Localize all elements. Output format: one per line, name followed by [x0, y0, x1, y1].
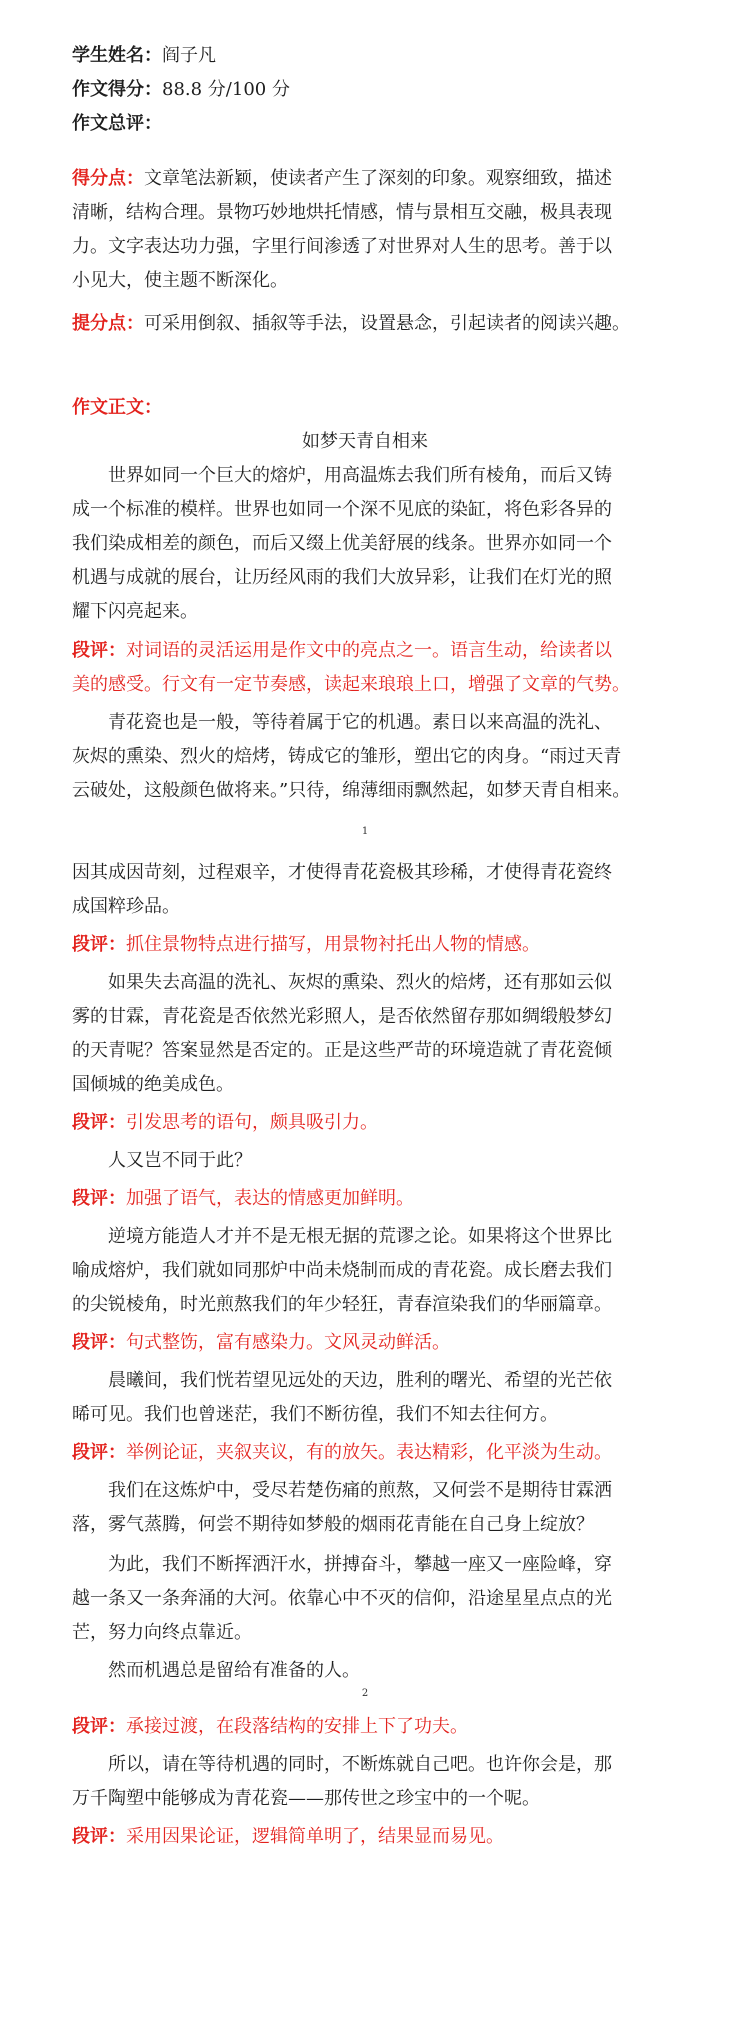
comment-label: 段评：	[72, 1442, 126, 1463]
comment-label: 段评：	[72, 1826, 126, 1847]
essay-p3-line-4: 国倾城的绝美成色。	[72, 1074, 234, 1095]
name-value: 阎子凡	[162, 45, 216, 66]
comment-label: 段评：	[72, 640, 126, 661]
essay-p1-line-3: 我们染成相差的颜色，而后又缀上优美舒展的线条。世界亦如同一个	[72, 533, 612, 554]
essay-p3-line-1: 如果失去高温的洗礼、灰烬的熏染、烈火的焙烤，还有那如云似	[108, 972, 612, 993]
essay-p4: 人又岂不同于此？	[108, 1150, 252, 1171]
comment-8: 段评：采用因果论证，逻辑简单明了，结果显而易见。	[72, 1826, 504, 1847]
comment-label: 段评：	[72, 1332, 126, 1353]
comment-1-line-2: 美的感受。行文有一定节奏感，读起来琅琅上口，增强了文章的气势。	[72, 674, 630, 695]
essay-p9: 然而机遇总是留给有准备的人。	[108, 1660, 360, 1681]
essay-p1-line-1: 世界如同一个巨大的熔炉，用高温炼去我们所有棱角，而后又铸	[108, 465, 612, 486]
score-label: 作文得分：	[72, 79, 162, 100]
defen-text-2: 清晰，结构合理。景物巧妙地烘托情感，情与景相互交融，极具表现	[72, 202, 612, 223]
essay-p8-line-3: 芒，努力向终点靠近。	[72, 1622, 252, 1643]
essay-p2-line-1: 青花瓷也是一般，等待着属于它的机遇。素日以来高温的洗礼、	[108, 712, 612, 733]
comment-label: 段评：	[72, 1716, 126, 1737]
essay-p10-line-1: 所以，请在等待机遇的同时，不断炼就自己吧。也许你会是，那	[108, 1754, 612, 1775]
student-name-line	[72, 43, 216, 69]
comment-1-line-1: 段评：对词语的灵活运用是作文中的亮点之一。语言生动，给读者以	[72, 640, 612, 661]
essay-p7-line-1: 我们在这炼炉中，受尽若楚伤痛的煎熬，又何尝不是期待甘霖洒	[108, 1480, 612, 1501]
score-line	[72, 77, 290, 103]
defen-text-4: 小见大，使主题不断深化。	[72, 270, 288, 291]
comment-label: 段评：	[72, 1188, 126, 1209]
comment-label: 段评：	[72, 1112, 126, 1133]
score-value: 88.8 分/100 分	[162, 79, 290, 100]
essay-p7-line-2: 落，雾气蒸腾，何尝不期待如梦般的烟雨花青能在自己身上绽放？	[72, 1514, 594, 1535]
essay-p1-line-5: 耀下闪亮起来。	[72, 601, 198, 622]
page-number-1: 1	[361, 826, 369, 837]
comment-6: 段评：举例论证，夹叙夹议，有的放矢。表达精彩，化平淡为生动。	[72, 1442, 612, 1463]
defen-text-3: 力。文字表达功力强，字里行间渗透了对世界对人生的思考。善于以	[72, 236, 612, 257]
defen-text-1: 文章笔法新颖，使读者产生了深刻的印象。观察细致，描述	[144, 168, 612, 189]
essay-p2b-line-2: 成国粹珍品。	[72, 896, 180, 917]
essay-p8-line-2: 越一条又一条奔涌的大河。依靠心中不灭的信仰，沿途星星点点的光	[72, 1588, 612, 1609]
essay-p2-line-3: 云破处，这般颜色做将来。”只待，绵薄细雨飘然起，如梦天青自相来。	[72, 780, 631, 801]
comment-4: 段评：加强了语气，表达的情感更加鲜明。	[72, 1188, 414, 1209]
name-label: 学生姓名：	[72, 45, 162, 66]
tifen-text: 可采用倒叙、插叙等手法，设置悬念，引起读者的阅读兴趣。	[144, 313, 630, 334]
essay-p6-line-1: 晨曦间，我们恍若望见远处的天边，胜利的曙光、希望的光芒依	[108, 1370, 612, 1391]
comment-label: 段评：	[72, 934, 126, 955]
essay-p1-line-4: 机遇与成就的展台，让历经风雨的我们大放异彩，让我们在灯光的照	[72, 567, 612, 588]
defen-label: 得分点：	[72, 168, 144, 189]
essay-p3-line-2: 雾的甘霖，青花瓷是否依然光彩照人，是否依然留存那如绸缎般梦幻	[72, 1006, 612, 1027]
defen-line-1	[72, 166, 612, 192]
essay-p5-line-3: 的尖锐棱角，时光煎熬我们的年少轻狂，青春渲染我们的华丽篇章。	[72, 1294, 612, 1315]
essay-p5-line-2: 喻成熔炉，我们就如同那炉中尚未烧制而成的青花瓷。成长磨去我们	[72, 1260, 612, 1281]
page-number-2: 2	[361, 1688, 369, 1699]
comment-5: 段评：句式整饬，富有感染力。文风灵动鲜活。	[72, 1332, 450, 1353]
tifen-label: 提分点：	[72, 313, 144, 334]
comment-3: 段评：引发思考的语句，颇具吸引力。	[72, 1112, 378, 1133]
comment-7: 段评：承接过渡，在段落结构的安排上下了功夫。	[72, 1716, 468, 1737]
essay-p1-line-2: 成一个标准的模样。世界也如同一个深不见底的染缸，将色彩各异的	[72, 499, 612, 520]
comment-2: 段评：抓住景物特点进行描写，用景物衬托出人物的情感。	[72, 934, 540, 955]
essay-p5-line-1: 逆境方能造人才并不是无根无据的荒谬之论。如果将这个世界比	[108, 1226, 612, 1247]
overall-comment-label: 作文总评：	[72, 113, 162, 134]
essay-p3-line-3: 的天青呢？答案显然是否定的。正是这些严苛的环境造就了青花瓷倾	[72, 1040, 612, 1061]
essay-label: 作文正文：	[72, 397, 162, 418]
essay-p10-line-2: 万千陶塑中能够成为青花瓷——那传世之珍宝中的一个呢。	[72, 1788, 540, 1809]
essay-p8-line-1: 为此，我们不断挥洒汗水，拼搏奋斗，攀越一座又一座险峰，穿	[108, 1554, 612, 1575]
essay-title: 如梦天青自相来	[302, 431, 428, 452]
essay-p2b-line-1: 因其成因苛刻，过程艰辛，才使得青花瓷极其珍稀，才使得青花瓷终	[72, 862, 612, 883]
essay-p2-line-2: 灰烬的熏染、烈火的焙烤，铸成它的雏形，塑出它的肉身。“雨过天青	[72, 746, 622, 767]
essay-p6-line-2: 晞可见。我们也曾迷茫，我们不断彷徨，我们不知去往何方。	[72, 1404, 558, 1425]
tifen-line	[72, 311, 630, 337]
